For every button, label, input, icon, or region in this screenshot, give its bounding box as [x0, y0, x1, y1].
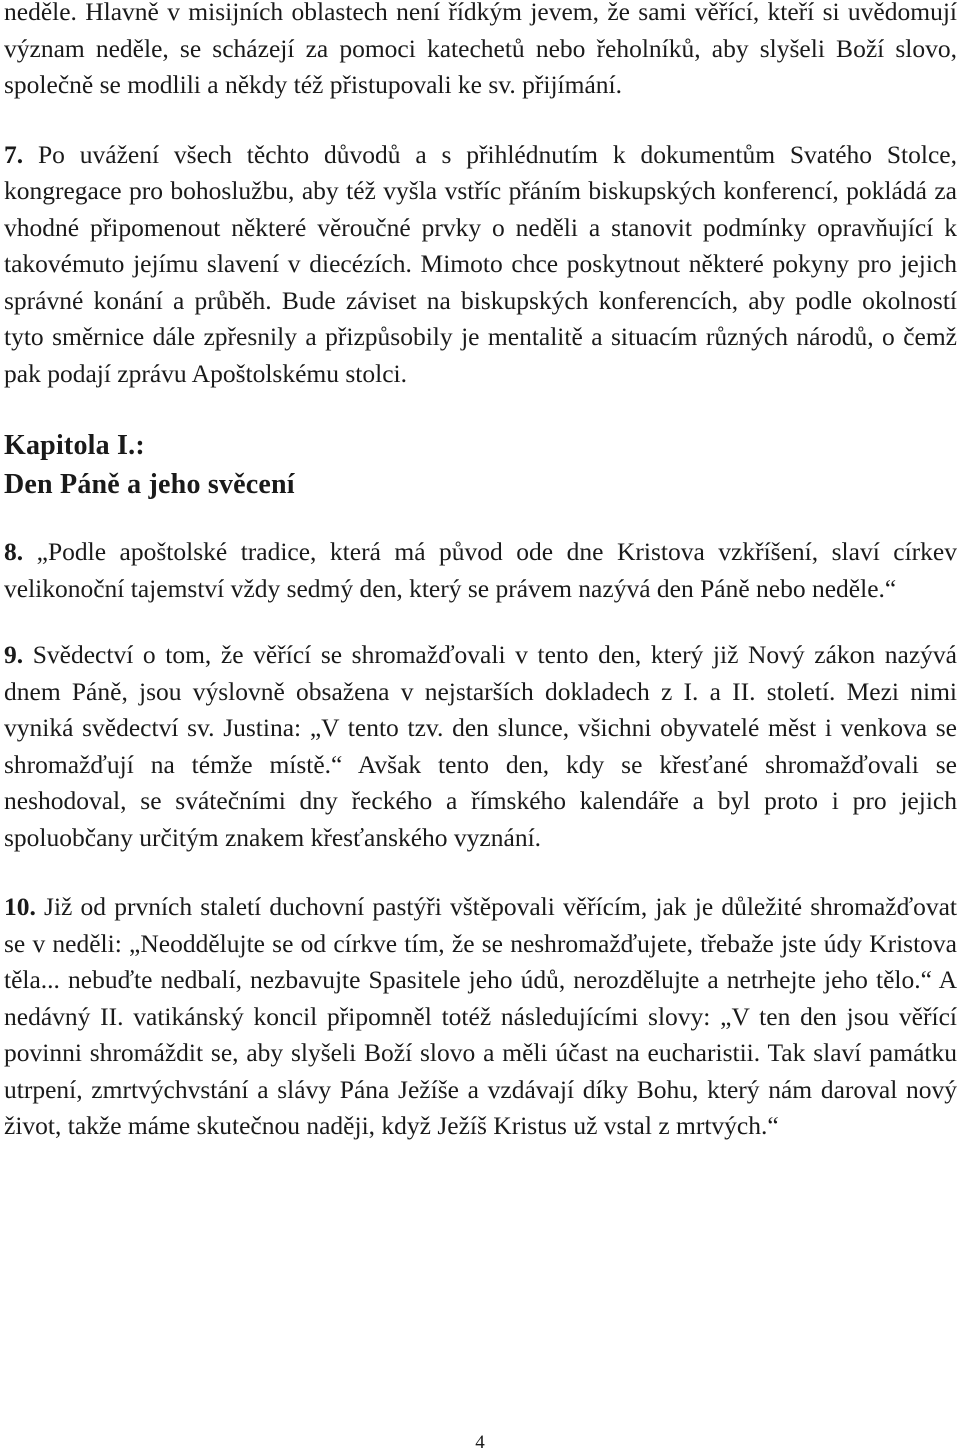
- intro-paragraph: neděle. Hlavně v misijních oblastech není řídkým jevem, že sami věřící, kteří si uvědomují význam neděle, se scházejí za pomoci katechetů nebo řeholníků, aby slyšeli Boží slovo, společně se modlili a někdy též přistupovali ke sv. přijímání.: [4, 0, 957, 99]
- chapter-label: Kapitola I.:: [4, 430, 145, 461]
- paragraph-number: 7.: [4, 139, 24, 169]
- document-page: [4, 0, 957, 1145]
- paragraph-number: 10.: [4, 892, 36, 921]
- paragraph-number: 8.: [4, 537, 24, 566]
- paragraph-text: Po uvážení všech těchto důvodů a s přihlédnutím k dokumentům Svatého Stolce, kongregace pro bohoslužbu, aby též vyšla vstříc přáním biskupských konferencí, pokládá za vhodné připomenout některé věroučné prvky o neděli a stanovit podmínky opravňující k takovémuto jejímu slavení v diecézích. Mimoto chce poskytnout některé pokyny pro jejich správné konání a průběh. Bude záviset na biskupských konferencích, aby podle okolností tyto směrnice dále zpřesnily a přizpůsobily je mentalitě a situacím různých národů, o čemž pak podají zprávu Apoštolskému stolci.: [4, 139, 957, 388]
- paragraph-text: Již od prvních staletí duchovní pastýři vštěpovali věřícím, jak je důležité shromažďovat se v neděli: „Neoddělujte se od církve tím, že se neshromažďujete, třebaže jste údy Kristova těla... nebuďte nedbalí, nezbavujte Spasitele jeho údů, nerozdělujte a netrhejte jeho tělo.“ A nedávný II. vatikánský koncil připomněl totéž následujícími slovy: „V ten den jsou věřící povinni shromáždit se, aby slyšeli Boží slovo a měli účast na eucharistii. Tak slaví památku utrpení, zmrtvýchvstání a slávy Pána Ježíše a vzdávají díky Bohu, který nám daroval nový život, takže máme skutečnou naději, když Ježíš Kristus už vstal z mrtvých.“: [4, 892, 957, 1140]
- page-number: 4: [475, 1432, 485, 1453]
- paragraph-text: Svědectví o tom, že věřící se shromažďovali v tento den, který již Nový zákon nazývá dnem Páně, jsou výslovně obsažena v nejstarších dokladech z I. a II. století. Mezi nimi vyniká svědectví sv. Justina: „V tento tzv. den slunce, všichni obyvatelé měst i venkova se shromažďují na témže místě.“ Avšak tento den, kdy se křesťané shromažďovali se neshodoval, se svátečními dny řeckého a římského kalendáře a byl proto i pro jejich spoluobčany určitým znakem křesťanského vyznání.: [4, 640, 957, 852]
- paragraph-text: „Podle apoštolské tradice, která má původ ode dne Kristova vzkříšení, slaví církev velikonoční tajemství vždy sedmý den, který se právem nazývá den Páně nebo neděle.“: [4, 537, 957, 603]
- paragraph-number: 9.: [4, 640, 24, 669]
- paragraph-7: [4, 137, 957, 393]
- paragraph-9: [4, 637, 957, 856]
- paragraph-10: [4, 889, 957, 1145]
- paragraph-8: [4, 534, 957, 607]
- chapter-title: Den Páně a jeho svěcení: [4, 469, 295, 500]
